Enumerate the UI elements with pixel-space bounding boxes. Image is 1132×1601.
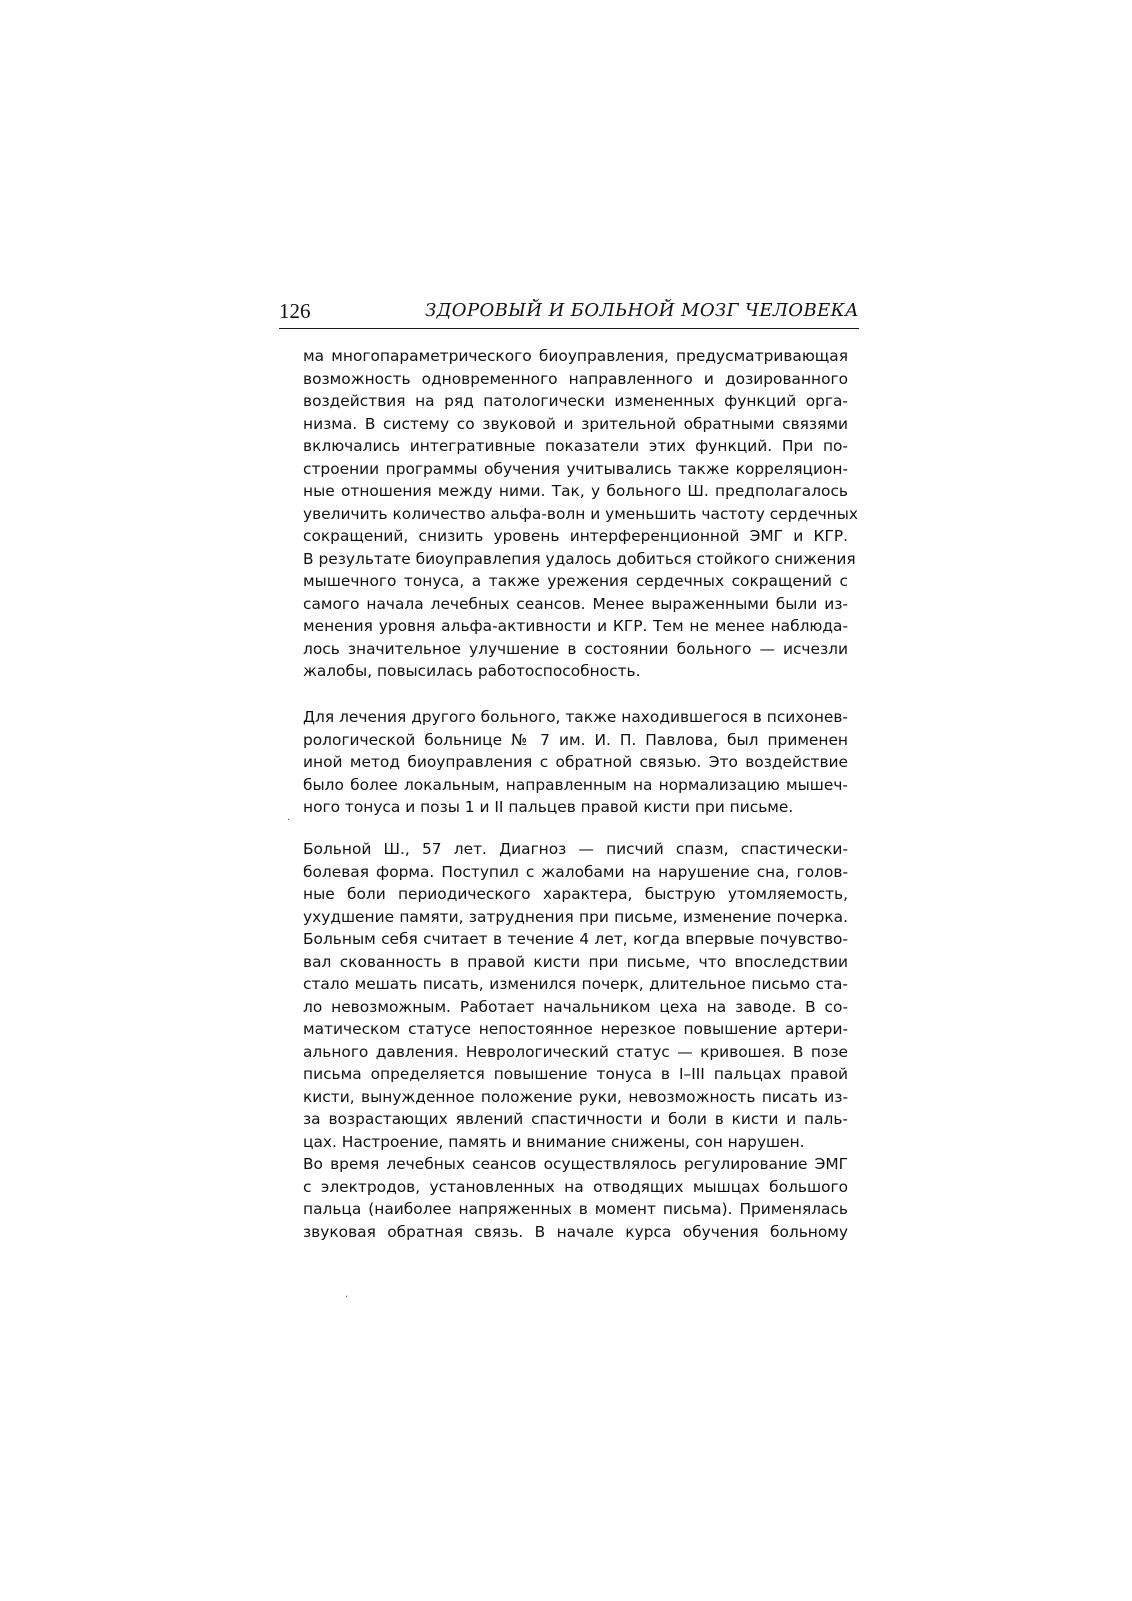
text-line: низма. В систему со звуковой и зрительной обратными связями [303, 414, 848, 433]
text-line: менения уровня альфа-активности и КГР. Тем не менее наблюда- [303, 617, 848, 635]
text-line: ного тонуса и позы 1 и II пальцев правой кисти при письме. [303, 798, 794, 816]
text-line: звуковая обратная связь. В начале курса обучения больному [303, 1222, 848, 1241]
text-line: Для лечения другого больного, также находившегося в психонев- [303, 708, 848, 726]
text-line: включались интегративные показатели этих функций. При по- [303, 437, 848, 455]
text-line: Больной Ш., 57 лет. Диагноз — писчий спазм, спастически- [303, 840, 848, 858]
text-line: ные боли периодического характера, быструю утомляемость, [303, 885, 848, 903]
running-title: ЗДОРОВЫЙ И БОЛЬНОЙ МОЗГ ЧЕЛОВЕКА [425, 300, 859, 321]
text-line: мышечного тонуса, а также урежения сердечных сокращений с [303, 572, 848, 590]
text-line: ные отношения между ними. Так, у больного Ш. предполагалось [303, 482, 848, 500]
text-line: матическом статусе непостоянное нерезкое повышение артери- [303, 1020, 848, 1038]
text-line: Во время лечебных сеансов осуществлялось регулирование ЭМГ [303, 1155, 848, 1173]
text-line: возможность одновременного направленного и дозированного [303, 369, 848, 388]
text-line: строении программы обучения учитывались также корреляцион- [303, 459, 848, 478]
text-line: В результате биоуправлепия удалось добиться стойкого снижения [303, 549, 856, 568]
text-line: иной метод биоуправления с обратной связью. Это воздействие [303, 753, 848, 771]
text-line: с электродов, установленных на отводящих мышцах большого [303, 1177, 848, 1196]
text-line: ма многопараметрического биоуправления, предусматривающая [303, 347, 848, 365]
scan-speck: · [345, 1292, 349, 1303]
text-line: пальца (наиболее напряженных в момент письма). Применялась [303, 1200, 848, 1218]
text-line: письма определяется повышение тонуса в I–III пальцах правой [303, 1065, 848, 1083]
text-line: жалобы, повысилась работоспособность. [303, 662, 641, 680]
text-line: за возрастающих явлений спастичности и боли в кисти и паль- [303, 1110, 848, 1128]
text-line: сокращений, снизить уровень интерференционной ЭМГ и КГР. [303, 527, 848, 545]
text-line: болевая форма. Поступил с жалобами на нарушение сна, голов- [303, 862, 848, 881]
page-number: 126 [279, 299, 311, 323]
paragraph-continuation [303, 345, 858, 683]
text-line: рологической больнице № 7 им. И. П. Павлова, был применен [303, 730, 848, 749]
text-line: самого начала лечебных сеансов. Менее выраженными были из- [303, 594, 848, 613]
scan-speck: · [287, 815, 291, 826]
text-line: лось значительное улучшение в состоянии больного — исчезли [303, 639, 848, 658]
text-line: стало мешать писать, изменился почерк, длительное письмо ста- [303, 975, 848, 993]
text-line: ло невозможным. Работает начальником цеха на заводе. В со- [303, 997, 848, 1016]
text-line: кисти, вынужденное положение руки, невозможность писать из- [303, 1087, 848, 1106]
page-header [279, 298, 859, 329]
text-line: ального давления. Неврологический статус — кривошея. В позе [303, 1042, 848, 1061]
paragraph-case-description [303, 838, 848, 1243]
text-line: воздействия на ряд патологически измененных функций орга- [303, 392, 848, 410]
text-line: Больным себя считает в течение 4 лет, когда впервые почувство- [303, 930, 848, 948]
text-line: ухудшение памяти, затруднения при письме, изменение почерка. [303, 907, 848, 926]
text-line: вал скованность в правой кисти при письме, что впоследствии [303, 952, 848, 971]
text-line: цах. Настроение, память и внимание снижены, сон нарушен. [303, 1132, 805, 1151]
text-line: увеличить количество альфа-волн и уменьшить частоту сердечных [303, 504, 858, 523]
paragraph-treatment-method [303, 706, 848, 819]
text-line: было более локальным, направленным на нормализацию мышеч- [303, 775, 848, 794]
